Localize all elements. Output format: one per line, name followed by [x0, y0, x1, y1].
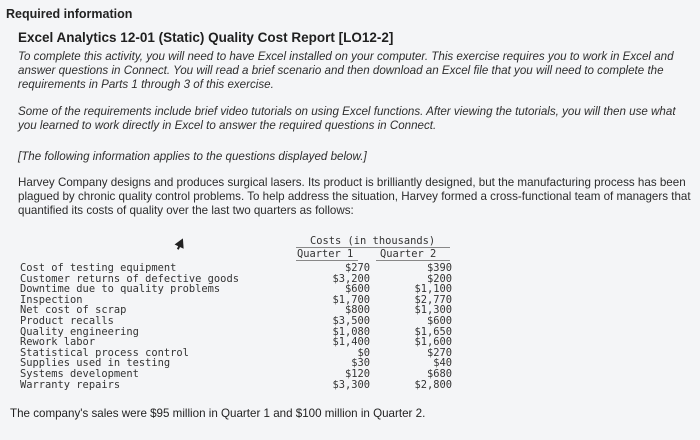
quarter-1-value: $3,300 [332, 378, 370, 391]
table-row [20, 326, 460, 337]
table-row [20, 304, 460, 315]
row-label: Systems development [20, 367, 139, 380]
required-information-heading: Required information [6, 7, 133, 21]
row-label: Downtime due to quality problems [20, 283, 221, 296]
row-label: Cost of testing equipment [20, 262, 177, 274]
quarter-2-value: $1,300 [414, 304, 452, 317]
tutorials-paragraph: Some of the requirements include brief video tutorials on using Excel functions. After viewing the tutorials, you will then use what you learned to work directly in Excel to answer the required questions in Connect. [18, 105, 676, 133]
table-row [20, 315, 460, 326]
quarter-2-value: $2,800 [414, 378, 452, 391]
quarter-1-header: Quarter 1 [297, 248, 354, 260]
quarter-1-rule [296, 260, 358, 261]
table-row [20, 368, 460, 379]
row-label: Quality engineering [20, 325, 139, 338]
row-label: Statistical process control [20, 346, 189, 359]
quarter-1-value: $1,400 [332, 336, 370, 349]
quarter-1-value: $800 [344, 304, 370, 317]
table-row [20, 283, 460, 294]
table-row [20, 336, 460, 347]
quarter-1-value: $600 [344, 283, 370, 296]
quarter-2-value: $200 [426, 272, 452, 285]
table-row [20, 262, 460, 273]
row-label: Inspection [20, 293, 83, 306]
row-label: Product recalls [20, 314, 114, 327]
quarter-1-value: $30 [351, 357, 370, 370]
instructions-paragraph: To complete this activity, you will need to have Excel installed on your computer. This exercise requires you to work in Excel and answer questions in Connect. You will read a brief scenario and then download an Excel file that you will need to complete the requirements in Parts 1 through 3 of this exercise. [18, 50, 674, 92]
row-label: Net cost of scrap [20, 304, 127, 317]
applies-note: [The following information applies to the questions displayed below.] [18, 150, 367, 163]
row-label: Customer returns of defective goods [20, 272, 239, 285]
quarter-2-value: $680 [426, 367, 452, 380]
quality-cost-table [20, 262, 460, 389]
table-row [20, 294, 460, 305]
quarter-1-value: $3,200 [332, 272, 370, 285]
table-row [20, 273, 460, 284]
quarter-2-value: $600 [426, 314, 452, 327]
costs-group-header: Costs (in thousands) [310, 235, 436, 247]
scenario-paragraph: Harvey Company designs and produces surgical lasers. Its product is brilliantly designed, but the manufacturing process has been plagued by chronic quality control problems. To help address the situation, Harvey formed a cross-functional team of managers that quantified its costs of quality over the last two quarters as follows: [18, 176, 691, 217]
quarter-1-value: $1,080 [332, 325, 370, 338]
row-label: Rework labor [20, 336, 96, 349]
quarter-2-value: $390 [426, 262, 452, 274]
quarter-2-value: $1,600 [414, 336, 452, 349]
quarter-1-value: $1,700 [332, 293, 370, 306]
table-row [20, 347, 460, 358]
exercise-title: Excel Analytics 12-01 (Static) Quality Cost Report [LO12-2] [18, 30, 394, 45]
table-row [20, 357, 460, 368]
quarter-1-value: $0 [357, 346, 370, 359]
table-row [20, 379, 460, 390]
quarter-2-value: $2,770 [414, 293, 452, 306]
quarter-1-value: $270 [344, 262, 370, 274]
quarter-2-value: $1,650 [414, 325, 452, 338]
mouse-cursor-icon [175, 236, 188, 248]
quarter-2-value: $40 [433, 357, 452, 370]
quarter-2-value: $1,100 [414, 283, 452, 296]
quarter-2-header: Quarter 2 [380, 248, 437, 260]
quarter-2-rule [376, 260, 450, 261]
row-label: Supplies used in testing [20, 357, 171, 370]
quarter-1-value: $120 [344, 367, 370, 380]
row-label: Warranty repairs [20, 378, 121, 391]
quarter-2-value: $270 [426, 346, 452, 359]
sales-note: The company's sales were $95 million in Quarter 1 and $100 million in Quarter 2. [10, 407, 426, 420]
quarter-1-value: $3,500 [332, 314, 370, 327]
